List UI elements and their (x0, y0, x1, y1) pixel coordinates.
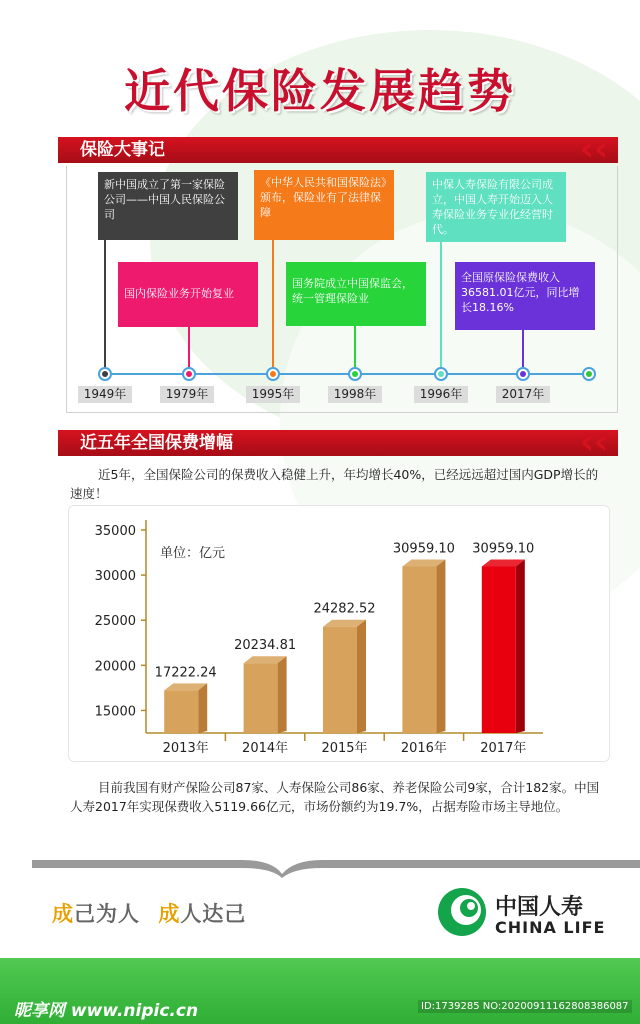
chevron-left-icon: ‹‹ (580, 129, 609, 169)
bar-value-label: 30959.10 (392, 541, 455, 557)
watermark-id: ID:1739285 NO:20200911162808386087 (418, 1000, 632, 1013)
x-tick-label: 2013年 (162, 741, 209, 756)
y-tick-label: 25000 (94, 614, 136, 630)
timeline-year: 1949年 (78, 386, 132, 403)
bar-side (516, 559, 525, 733)
timeline-event-1998: 国务院成立中国保监会，统一管理保险业 (286, 262, 426, 326)
bar-value-label: 24282.52 (313, 601, 376, 617)
chevron-left-icon: ‹‹ (580, 422, 609, 462)
timeline-node (98, 367, 112, 381)
timeline-year: 1995年 (246, 386, 300, 403)
timeline-node (516, 367, 530, 381)
timeline-stem (104, 240, 106, 368)
bar-side (357, 620, 366, 733)
bar (164, 690, 198, 733)
summary-paragraph: 目前我国有财产保险公司87家、人寿保险公司86家、养老保险公司9家，合计182家。中国人寿2017年实现保费收入5119.66亿元，市场份额约为19.7%，占据寿险市场主导地位。 (70, 780, 600, 814)
timeline-event-1979: 国内保险业务开始复业 (118, 262, 258, 327)
china-life-logo-icon (436, 886, 488, 938)
x-tick-label: 2016年 (400, 741, 447, 756)
section-header-events (58, 129, 618, 169)
timeline-stem (354, 326, 356, 368)
footer-wave-decoration (32, 856, 640, 878)
intro-paragraph: 近5年，全国保险公司的保费收入稳健上升，年均增长40%，已经远远超过国内GDP增长的速度！ (70, 467, 599, 501)
timeline-event-1949: 新中国成立了第一家保险公司——中国人民保险公司 (98, 172, 238, 240)
timeline-year: 1998年 (328, 386, 382, 403)
timeline-year: 2017年 (496, 386, 550, 403)
bar-value-label: 20234.81 (234, 638, 297, 654)
x-tick-label: 2017年 (480, 741, 527, 756)
bar-value-label: 30959.10 (472, 541, 535, 557)
timeline-stem (522, 330, 524, 368)
section-title: 近五年全国保费增幅 (80, 433, 233, 453)
timeline-stem (188, 327, 190, 368)
timeline-stem (440, 242, 442, 368)
bar (482, 566, 516, 733)
timeline-event-1995: 《中华人民共和国保险法》颁布，保险业有了法律保障 (254, 170, 394, 240)
section-header-premium (58, 422, 618, 462)
premium-bar-chart (68, 505, 608, 760)
watermark-site: 昵享网 www.nipic.cn (14, 1001, 199, 1021)
bar (402, 566, 436, 733)
slogan: 成己为人 成人达己 (52, 902, 247, 926)
timeline-node (434, 367, 448, 381)
timeline-event-1996: 中保人寿保险有限公司成立，中国人寿开始迈入人寿保险业务专业化经营时代。 (426, 172, 566, 242)
timeline-node (182, 367, 196, 381)
logo-english-name: CHINA LIFE (495, 918, 606, 937)
bar (244, 663, 278, 733)
timeline-stem (272, 240, 274, 368)
x-tick-label: 2015年 (321, 741, 368, 756)
bar-side (198, 683, 207, 733)
y-tick-label: 30000 (94, 569, 136, 585)
timeline-node (266, 367, 280, 381)
bar-side (278, 656, 287, 733)
bar-value-label: 17222.24 (154, 665, 217, 681)
bar-side (436, 559, 445, 733)
timeline-year: 1996年 (414, 386, 468, 403)
y-tick-label: 35000 (94, 524, 136, 539)
timeline-node-end (582, 367, 596, 381)
y-tick-label: 15000 (94, 704, 136, 720)
section-title: 保险大事记 (80, 140, 165, 160)
timeline-node (348, 367, 362, 381)
x-tick-label: 2014年 (242, 741, 289, 756)
timeline-event-2017: 全国原保险保费收入36581.01亿元，同比增长18.16% (455, 262, 595, 330)
logo-chinese-name: 中国人寿 (495, 895, 584, 920)
timeline-year: 1979年 (160, 386, 214, 403)
bar (323, 627, 357, 733)
unit-label: 单位：亿元 (160, 546, 226, 561)
page-title: 近代保险发展趋势 (124, 64, 516, 118)
y-tick-label: 20000 (94, 659, 136, 675)
